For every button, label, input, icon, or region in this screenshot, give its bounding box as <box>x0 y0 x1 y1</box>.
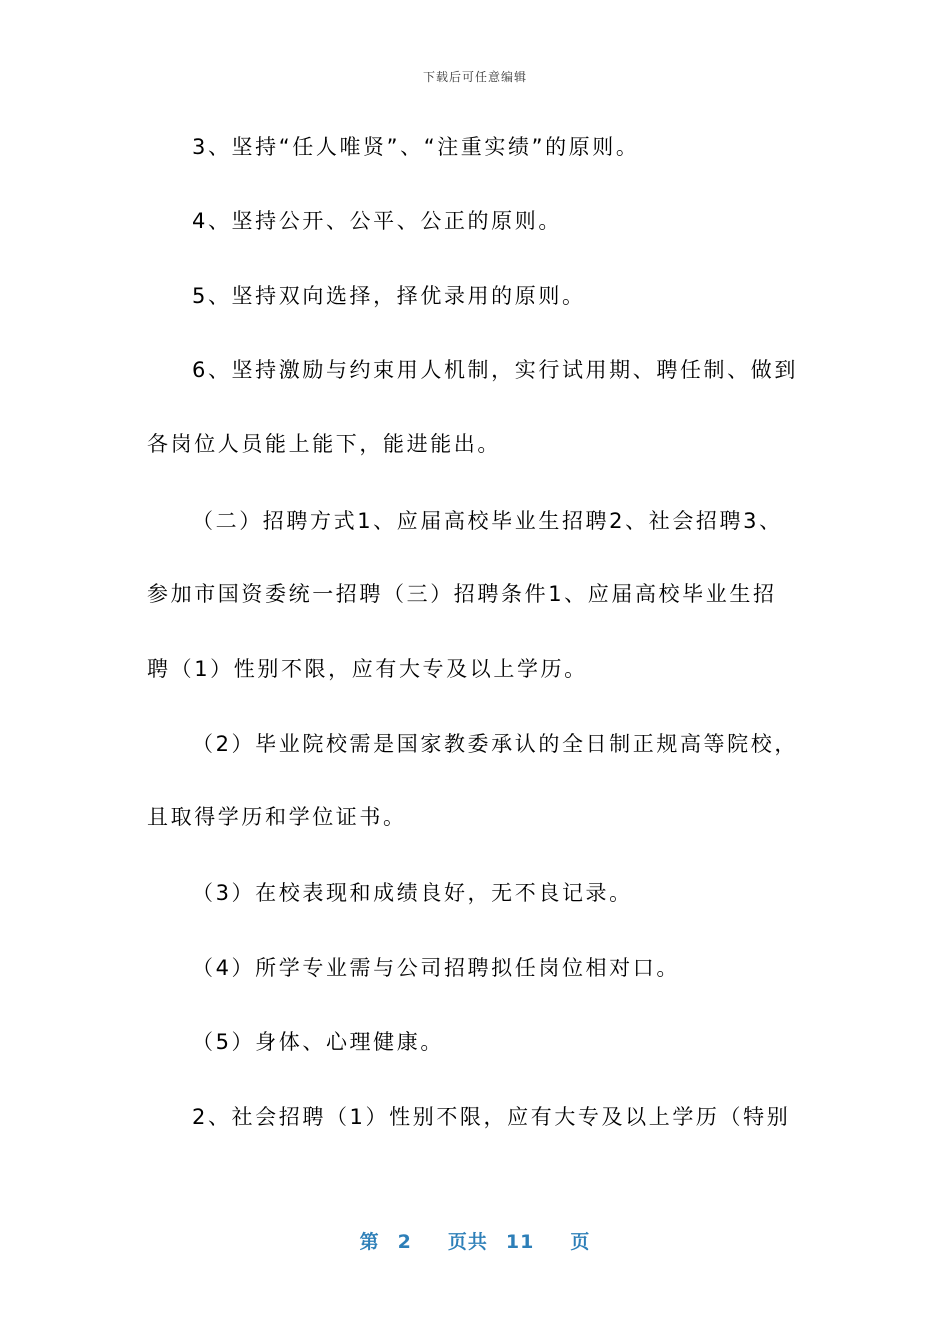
header-note: 下载后可任意编辑 <box>422 70 527 84</box>
body-line: （4）所学专业需与公司招聘拟任岗位相对口。 <box>192 956 680 980</box>
body-line: 且取得学历和学位证书。 <box>147 805 407 829</box>
footer-middle: 页共 <box>447 1231 488 1253</box>
page-footer <box>0 1227 950 1254</box>
body-line: 2、社会招聘（1）性别不限，应有大专及以上学历（特别 <box>192 1105 791 1129</box>
body-line: （3）在校表现和成绩良好，无不良记录。 <box>192 881 633 905</box>
body-line: 6、坚持激励与约束用人机制，实行试用期、聘任制、做到 <box>192 358 798 382</box>
body-line: 聘（1）性别不限，应有大专及以上学历。 <box>147 657 588 681</box>
body-line: 4、坚持公开、公平、公正的原则。 <box>192 209 562 233</box>
body-line: 参加市国资委统一招聘（三）招聘条件1、应届高校毕业生招 <box>147 582 777 606</box>
body-line: （2）毕业院校需是国家教委承认的全日制正规高等院校， <box>192 732 798 756</box>
body-line: 各岗位人员能上能下，能进能出。 <box>147 432 501 456</box>
footer-suffix: 页 <box>570 1231 591 1253</box>
footer-prefix: 第 <box>359 1231 380 1253</box>
body-line: （5）身体、心理健康。 <box>192 1030 444 1054</box>
body-line: 5、坚持双向选择，择优录用的原则。 <box>192 284 586 308</box>
footer-total-pages: 11 <box>505 1231 535 1253</box>
body-line: 3、坚持“任人唯贤”、“注重实绩”的原则。 <box>192 135 640 159</box>
footer-page-number: 2 <box>397 1231 412 1253</box>
body-line: （二）招聘方式1、应届高校毕业生招聘2、社会招聘3、 <box>192 509 783 533</box>
